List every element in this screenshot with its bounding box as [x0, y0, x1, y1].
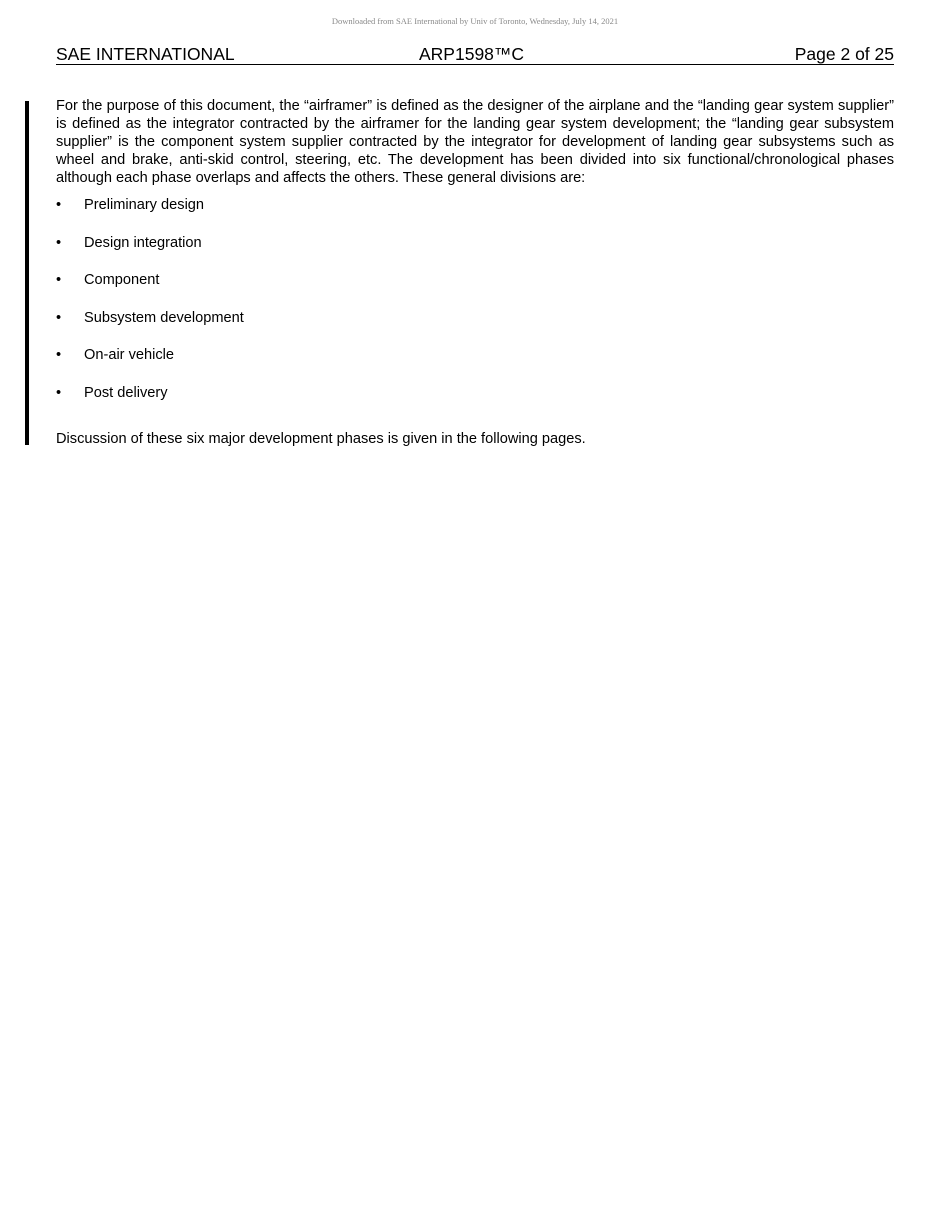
header-page-number: Page 2 of 25: [794, 44, 894, 64]
list-item: [56, 384, 894, 402]
list-item-text: Component: [84, 272, 160, 288]
page-body: [56, 97, 894, 447]
download-watermark: Downloaded from SAE International by Univ of Toronto, Wednesday, July 14, 2021: [331, 16, 619, 26]
list-item-text: Design integration: [84, 234, 202, 251]
bullet-icon: •: [56, 384, 62, 401]
bullet-icon: •: [56, 197, 62, 213]
header-document-number: ARP1598™C: [419, 44, 525, 64]
list-item: [56, 271, 894, 289]
bullet-icon: •: [56, 347, 62, 363]
list-item-text: Preliminary design: [84, 197, 205, 213]
bullet-icon: •: [56, 309, 62, 326]
header-organization: SAE INTERNATIONAL: [56, 44, 235, 64]
list-item-text: Subsystem development: [84, 309, 244, 326]
list-item: [56, 346, 894, 364]
revision-change-bar: [25, 101, 29, 445]
intro-paragraph: For the purpose of this document, the “airframer” is defined as the designer of the airplane and the “landing gear system supplier” is defined as the integrator contracted by the airframer for the landing gear system development; the “landing gear subsystem supplier” is the component system supplier contracted by the integrator for development of landing gear subsystems such as wheel and brake, anti-skid control, steering, etc. The development has been divided into six functional/chronological phases although each phase overlaps and affects the others. These general divisions are:: [56, 98, 894, 186]
list-item: [56, 309, 894, 327]
phase-list: [56, 196, 894, 402]
closing-paragraph: Discussion of these six major development phases is given in the following pages.: [56, 431, 586, 447]
list-item: [56, 234, 894, 252]
page-header: [56, 44, 894, 65]
list-item-text: Post delivery: [84, 384, 168, 401]
list-item-text: On-air vehicle: [84, 347, 175, 363]
bullet-icon: •: [56, 234, 62, 251]
bullet-icon: •: [56, 272, 62, 288]
list-item: [56, 196, 894, 214]
